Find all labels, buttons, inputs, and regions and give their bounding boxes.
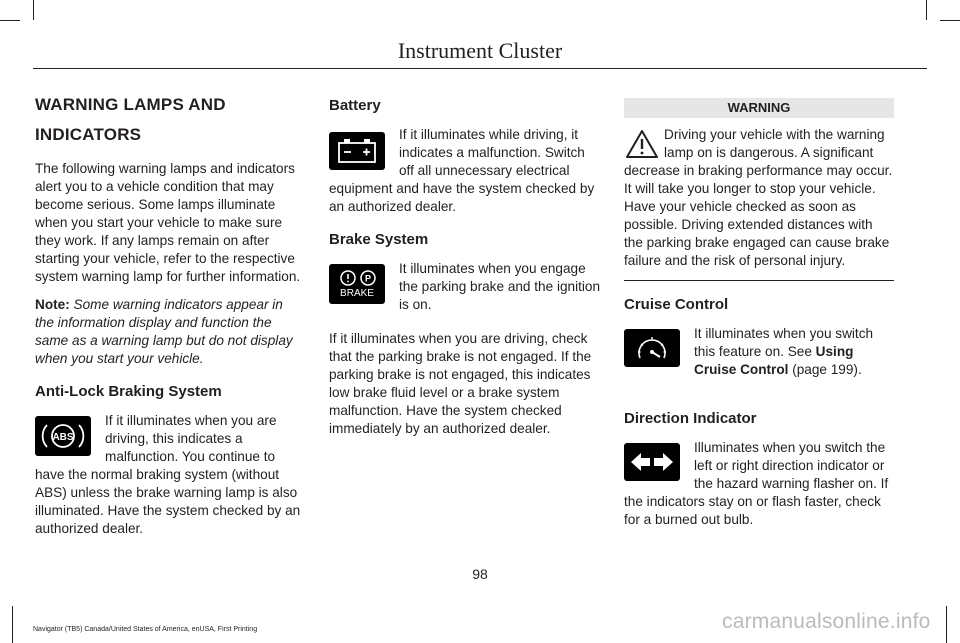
warning-block bbox=[624, 126, 894, 270]
note-paragraph bbox=[35, 296, 305, 368]
crop-mark bbox=[12, 606, 13, 643]
warning-text: Driving your vehicle with the warning lamp on is dangerous. A significant decrease in braking performance may occur. It will take you longer to stop your vehicle. Have your vehicle checked as soon as possible. Driving extended distances with the parking brake engaged can cause brake failure and the risk of personal injury. bbox=[624, 127, 893, 268]
cruise-text: It illuminates when you switch this feature on. See bbox=[694, 326, 874, 359]
left-column bbox=[35, 94, 305, 548]
section-heading-line1: WARNING LAMPS AND bbox=[35, 95, 226, 114]
abs-warning-icon bbox=[35, 416, 91, 456]
brake-heading: Brake System bbox=[329, 231, 429, 248]
note-label: Note: bbox=[35, 297, 70, 312]
direction-heading: Direction Indicator bbox=[624, 410, 757, 427]
direction-indicator-icon bbox=[624, 443, 680, 481]
abs-heading: Anti-Lock Braking System bbox=[35, 383, 222, 400]
page-header-title: Instrument Cluster bbox=[397, 38, 563, 63]
brake-description-2: If it illuminates when you are driving, check that the parking brake is not engaged. If the parking brake is not engaged, this indicates low brake fluid level or a brake system malfunction. Have the system checked immediately by an authorized dealer. bbox=[329, 331, 592, 436]
warning-header: WARNING bbox=[624, 98, 894, 118]
battery-heading: Battery bbox=[329, 97, 381, 114]
page-number: 98 bbox=[472, 566, 488, 582]
crop-mark bbox=[946, 606, 947, 643]
edition-footer: Navigator (TB5) Canada/United States of America, enUSA, First Printing bbox=[33, 626, 258, 633]
crop-mark bbox=[33, 0, 34, 20]
battery-icon bbox=[329, 132, 385, 170]
cruise-heading: Cruise Control bbox=[624, 296, 729, 313]
crop-mark bbox=[940, 20, 960, 21]
right-column bbox=[624, 98, 894, 539]
svg-text:P: P bbox=[364, 273, 372, 284]
cruise-control-icon bbox=[624, 329, 680, 367]
battery-description: If it illuminates while driving, it indicates a malfunction. Switch off all unnecessary electrical equipment and have the system checked by an authorized dealer. bbox=[329, 127, 595, 214]
brake-icon-text: BRAKE bbox=[340, 288, 374, 299]
cruise-page-ref: (page 199). bbox=[792, 362, 862, 377]
direction-block bbox=[624, 439, 894, 529]
abs-icon-text: ABS bbox=[52, 432, 74, 443]
abs-block bbox=[35, 412, 305, 538]
crop-mark bbox=[0, 20, 20, 21]
note-text: Some warning indicators appear in the information display and function the same as a warning lamp but do not display when you start your vehicle. bbox=[35, 297, 293, 366]
brake-warning-icon bbox=[329, 264, 385, 304]
cruise-block bbox=[624, 325, 894, 395]
warning-triangle-icon bbox=[624, 128, 660, 160]
brake-block bbox=[329, 260, 601, 330]
abs-description: If it illuminates when you are driving, this indicates a malfunction. You continue to have the normal braking system (without ABS) unless the brake warning lamp is also illuminated. Have the system checked by an authorized dealer. bbox=[35, 413, 301, 536]
intro-paragraph: The following warning lamps and indicators alert you to a vehicle condition that may become serious. Some lamps illuminate when you start your vehicle to make sure they work. If any lamps remain on after starting your vehicle, refer to the respective system warning lamp for further information. bbox=[35, 161, 301, 284]
brake-description: It illuminates when you engage the parking brake and the ignition is on. bbox=[399, 261, 601, 312]
middle-column bbox=[329, 94, 601, 448]
crop-mark bbox=[926, 0, 927, 20]
warning-rule bbox=[624, 280, 894, 281]
cruise-link[interactable]: Using Cruise Control bbox=[694, 344, 854, 377]
header-rule bbox=[33, 68, 927, 69]
battery-block bbox=[329, 126, 601, 216]
watermark: carmanualsonline.info bbox=[722, 610, 931, 633]
section-heading-line2: INDICATORS bbox=[35, 125, 142, 144]
direction-description: Illuminates when you switch the left or right direction indicator or the hazard warning flasher on. If the indicators stay on or flash faster, check for a burned out bulb. bbox=[624, 440, 889, 527]
